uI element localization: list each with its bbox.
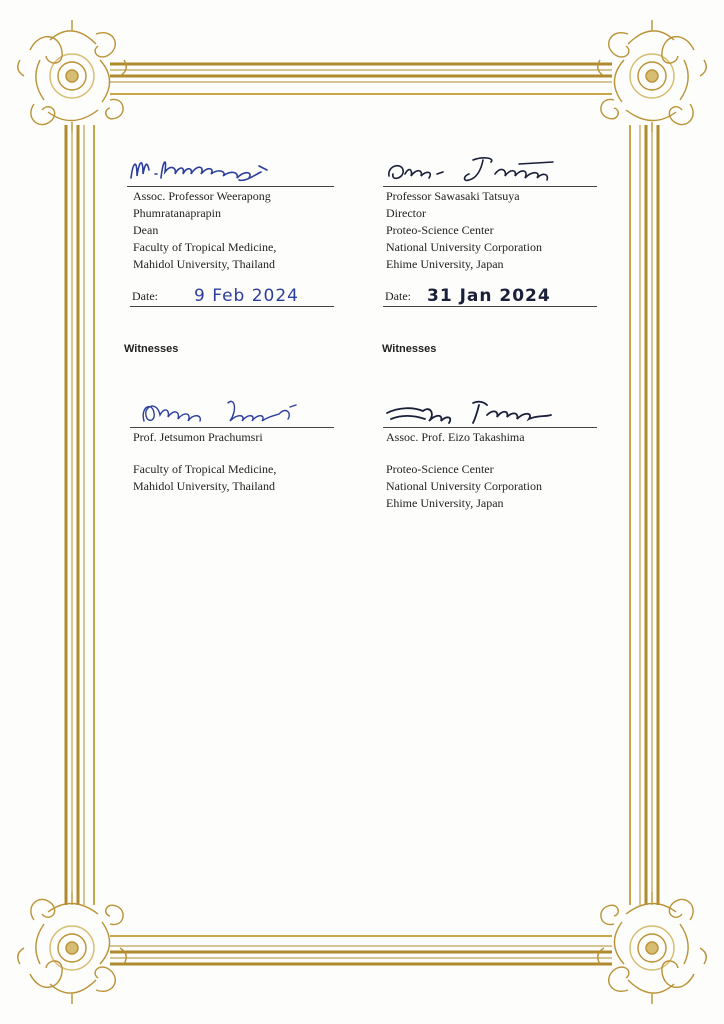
right-witness-details: Proteo-Science Center National University Corporation Ehime University, Japan [386, 462, 542, 510]
left-date-value: 9 Feb 2024 [194, 286, 299, 306]
left-signatory-details: Assoc. Professor Weerapong Phumratanaprapin Dean Faculty of Tropical Medicine, Mahidol University, Thailand [133, 189, 277, 271]
left-date-row [130, 284, 334, 307]
right-signature-line [383, 152, 597, 187]
left-witnesses-label: Witnesses [124, 343, 179, 355]
left-signature [127, 152, 334, 186]
left-witness-signature [130, 393, 334, 427]
left-signature-line [127, 152, 334, 187]
right-date-value: 31 Jan 2024 [427, 286, 551, 306]
left-witness-signature-line [130, 393, 334, 428]
left-witness-details: Faculty of Tropical Medicine, Mahidol University, Thailand [133, 462, 277, 493]
right-witness-name: Assoc. Prof. Eizo Takashima [386, 430, 525, 444]
right-date-label: Date: [385, 289, 411, 303]
left-witness-name: Prof. Jetsumon Prachumsri [133, 430, 263, 444]
right-witnesses-label: Witnesses [382, 343, 437, 355]
right-signatory-details: Professor Sawasaki Tatsuya Director Proteo-Science Center National University Corporation Ehime University, Japan [386, 189, 542, 271]
right-signature [383, 152, 597, 186]
right-witness-signature [383, 393, 597, 427]
right-date-row [383, 284, 597, 307]
left-date-label: Date: [132, 289, 158, 303]
right-witness-signature-line [383, 393, 597, 428]
